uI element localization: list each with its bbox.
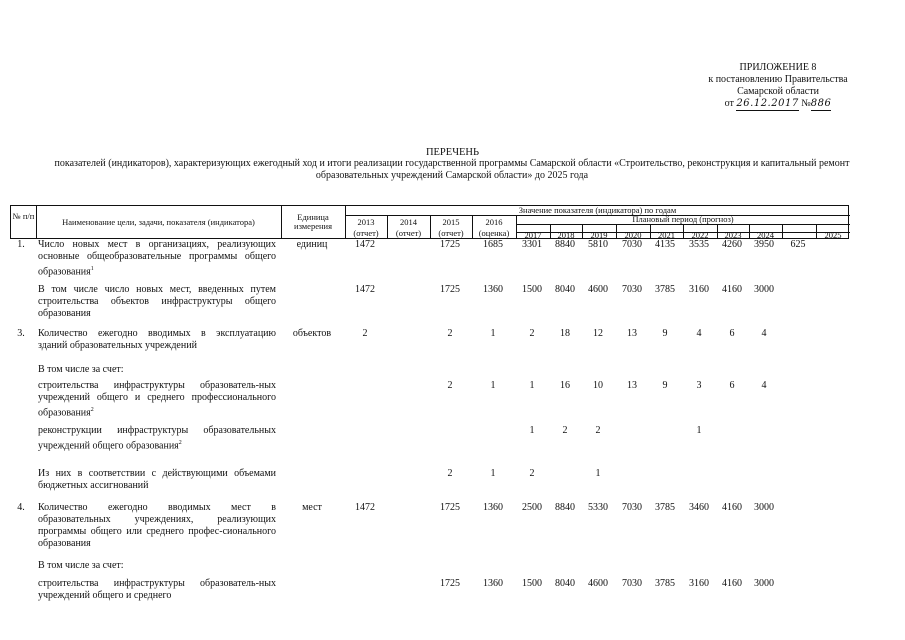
- value-cell: 3785: [655, 578, 675, 589]
- value-cell: 7030: [622, 578, 642, 589]
- header-name: Наименование цели, задачи, показателя (индикатора): [62, 217, 255, 227]
- value-cell: 1725: [440, 502, 460, 513]
- header-year: 2014: [400, 217, 417, 227]
- row-name-text: строительства инфраструктуры образователь-ных учреждений общего и среднего профессионального образования: [38, 380, 276, 419]
- value-cell: 4: [761, 380, 767, 391]
- value-cell: 1500: [522, 284, 542, 295]
- value-cell: 3: [696, 380, 702, 391]
- table-row: [10, 425, 870, 465]
- value-cell: 3785: [655, 284, 675, 295]
- row-number: 4.: [17, 502, 25, 513]
- row-name-text: Число новых мест в организациях, реализующих основные общеобразовательные программы общего образования: [38, 239, 276, 278]
- header-year: 2022: [691, 230, 709, 240]
- value-cell: 1360: [483, 284, 503, 295]
- value-cell: 9: [662, 380, 668, 391]
- row-unit: мест: [302, 502, 322, 513]
- value-cell: 1360: [483, 578, 503, 589]
- row-name-text: Из них в соответствии с действующими объемами бюджетных ассигнований: [38, 468, 276, 491]
- value-cell: 2: [529, 328, 535, 339]
- row-name-text: реконструкции инфраструктуры образовательных учреждений общего образования: [38, 425, 276, 452]
- header-year: 2019: [590, 230, 608, 240]
- appendix-no: №: [801, 98, 811, 109]
- value-cell: 13: [627, 328, 637, 339]
- header-year-note: (отчет): [353, 228, 379, 238]
- value-cell: 3460: [689, 502, 709, 513]
- header-year-note: (оценка): [478, 228, 510, 238]
- table-row: [10, 578, 870, 618]
- value-cell: 12: [593, 328, 603, 339]
- header-unit: Единица измерения: [294, 212, 332, 231]
- row-number: 3.: [17, 328, 25, 339]
- value-cell: 1: [490, 328, 496, 339]
- row-name: [38, 364, 276, 376]
- value-cell: 9: [662, 328, 668, 339]
- table-row: [10, 328, 870, 368]
- row-unit: единиц: [296, 239, 328, 250]
- value-cell: 1: [529, 425, 535, 436]
- value-cell: 4160: [722, 284, 742, 295]
- value-cell: 1: [696, 425, 702, 436]
- row-name-text: В том числе число новых мест, введенных путем строительства объектов инфраструктуры общего образования: [38, 284, 276, 319]
- value-cell: 4600: [588, 284, 608, 295]
- value-cell: 10: [593, 380, 603, 391]
- appendix-decree: к постановлению Правительства: [708, 74, 848, 85]
- header-num: № п/п: [12, 211, 35, 221]
- value-cell: 625: [790, 239, 806, 250]
- value-cell: 8840: [555, 502, 575, 513]
- row-name: [38, 328, 276, 352]
- header-year: 2020: [624, 230, 642, 240]
- appendix-block: [703, 62, 853, 111]
- row-name-text: Количество ежегодно вводимых мест в образовательных учреждениях, реализующих программы общего или среднего профес-сионального образования: [38, 502, 276, 549]
- header-year: 2013: [357, 217, 375, 227]
- footnote-mark: 1: [90, 266, 94, 272]
- value-cell: 6: [729, 380, 735, 391]
- row-name: [38, 502, 276, 550]
- header-year: 2015: [442, 217, 460, 227]
- value-cell: 5330: [588, 502, 608, 513]
- value-cell: 3301: [522, 239, 542, 250]
- header-year: 2021: [658, 230, 675, 240]
- row-name: [38, 380, 276, 419]
- row-name-text: В том числе за счет:: [38, 364, 124, 375]
- value-cell: 2: [595, 425, 601, 436]
- row-name: [38, 239, 276, 278]
- appendix-date: 26.12.2017: [736, 98, 799, 109]
- appendix-from: от: [724, 98, 734, 109]
- value-cell: 8040: [555, 578, 575, 589]
- value-cell: 4: [761, 328, 767, 339]
- row-name: [38, 468, 276, 492]
- value-cell: 4160: [722, 502, 742, 513]
- value-cell: 1725: [440, 578, 460, 589]
- table-row: [10, 502, 870, 549]
- value-cell: 2: [362, 328, 368, 339]
- value-cell: 1: [490, 468, 496, 479]
- value-cell: 2: [562, 425, 568, 436]
- value-cell: 1725: [440, 284, 460, 295]
- header-year-note: (отчет): [395, 228, 422, 238]
- value-cell: 4260: [722, 239, 742, 250]
- value-cell: 1472: [355, 502, 375, 513]
- value-cell: 1: [529, 380, 535, 391]
- header-year-note: (отчет): [438, 228, 464, 238]
- appendix-number: 886: [810, 98, 832, 109]
- document-subtitle: показателей (индикаторов), характеризующих ежегодный ход и итоги реализации государственной программы Самарской области «Строительство, реконструкция и капитальный ремонт образовательных учреждений Самарской области» до 2025 года: [54, 158, 850, 181]
- value-cell: 3950: [754, 239, 774, 250]
- row-name: [38, 425, 276, 452]
- value-cell: 2500: [522, 502, 542, 513]
- header-year: 2024: [757, 230, 774, 240]
- value-cell: 1472: [355, 284, 375, 295]
- value-cell: 4135: [655, 239, 675, 250]
- value-cell: 16: [560, 380, 570, 391]
- header-values-group: Значение показателя (индикатора) по годам: [518, 205, 677, 215]
- appendix-label: ПРИЛОЖЕНИЕ 8: [739, 62, 817, 73]
- table-row: [10, 380, 870, 420]
- value-cell: 3000: [754, 578, 774, 589]
- table-header: [10, 205, 849, 239]
- value-cell: 2: [447, 468, 453, 479]
- value-cell: 4600: [588, 578, 608, 589]
- value-cell: 1360: [483, 502, 503, 513]
- value-cell: 8040: [555, 284, 575, 295]
- value-cell: 7030: [622, 502, 642, 513]
- value-cell: 3160: [689, 284, 709, 295]
- value-cell: 1: [595, 468, 601, 479]
- value-cell: 7030: [622, 239, 642, 250]
- value-cell: 2: [529, 468, 535, 479]
- value-cell: 3000: [754, 284, 774, 295]
- value-cell: 3785: [655, 502, 675, 513]
- row-name: [38, 560, 276, 572]
- row-number: 1.: [17, 239, 25, 250]
- value-cell: 1725: [440, 239, 460, 250]
- footnote-mark: 2: [178, 440, 182, 446]
- value-cell: 13: [627, 380, 637, 391]
- value-cell: 2: [447, 328, 453, 339]
- value-cell: 1685: [483, 239, 503, 250]
- value-cell: 4160: [722, 578, 742, 589]
- row-unit: объектов: [292, 328, 332, 339]
- footnote-mark: 2: [90, 407, 94, 413]
- appendix-region: Самарской области: [737, 86, 819, 97]
- header-year: 2016: [485, 217, 503, 227]
- header-year: 2025: [824, 230, 842, 240]
- document-title: ПЕРЕЧЕНЬ: [425, 147, 480, 158]
- row-name-text: Количество ежегодно вводимых в эксплуатацию зданий образовательных учреждений: [38, 328, 276, 351]
- appendix-date-line: [703, 98, 853, 111]
- value-cell: 4: [696, 328, 702, 339]
- row-name-text: строительства инфраструктуры образователь-ных учреждений общего и среднего: [38, 578, 276, 601]
- table-row: [10, 239, 870, 279]
- value-cell: 2: [447, 380, 453, 391]
- value-cell: 3160: [689, 578, 709, 589]
- value-cell: 18: [560, 328, 570, 339]
- value-cell: 7030: [622, 284, 642, 295]
- value-cell: 1500: [522, 578, 542, 589]
- header-year: 2017: [524, 230, 542, 240]
- value-cell: 1: [490, 380, 496, 391]
- value-cell: 1472: [355, 239, 375, 250]
- row-name: [38, 284, 276, 320]
- header-year: 2018: [557, 230, 575, 240]
- value-cell: 3000: [754, 502, 774, 513]
- value-cell: 8840: [555, 239, 575, 250]
- value-cell: 6: [729, 328, 735, 339]
- row-name: [38, 578, 276, 602]
- row-name-text: В том числе за счет:: [38, 560, 124, 571]
- value-cell: 5810: [588, 239, 608, 250]
- header-plan-period: Плановый период (прогноз): [632, 214, 734, 224]
- table-row: [10, 284, 870, 324]
- header-year: 2023: [724, 230, 742, 240]
- value-cell: 3535: [689, 239, 709, 250]
